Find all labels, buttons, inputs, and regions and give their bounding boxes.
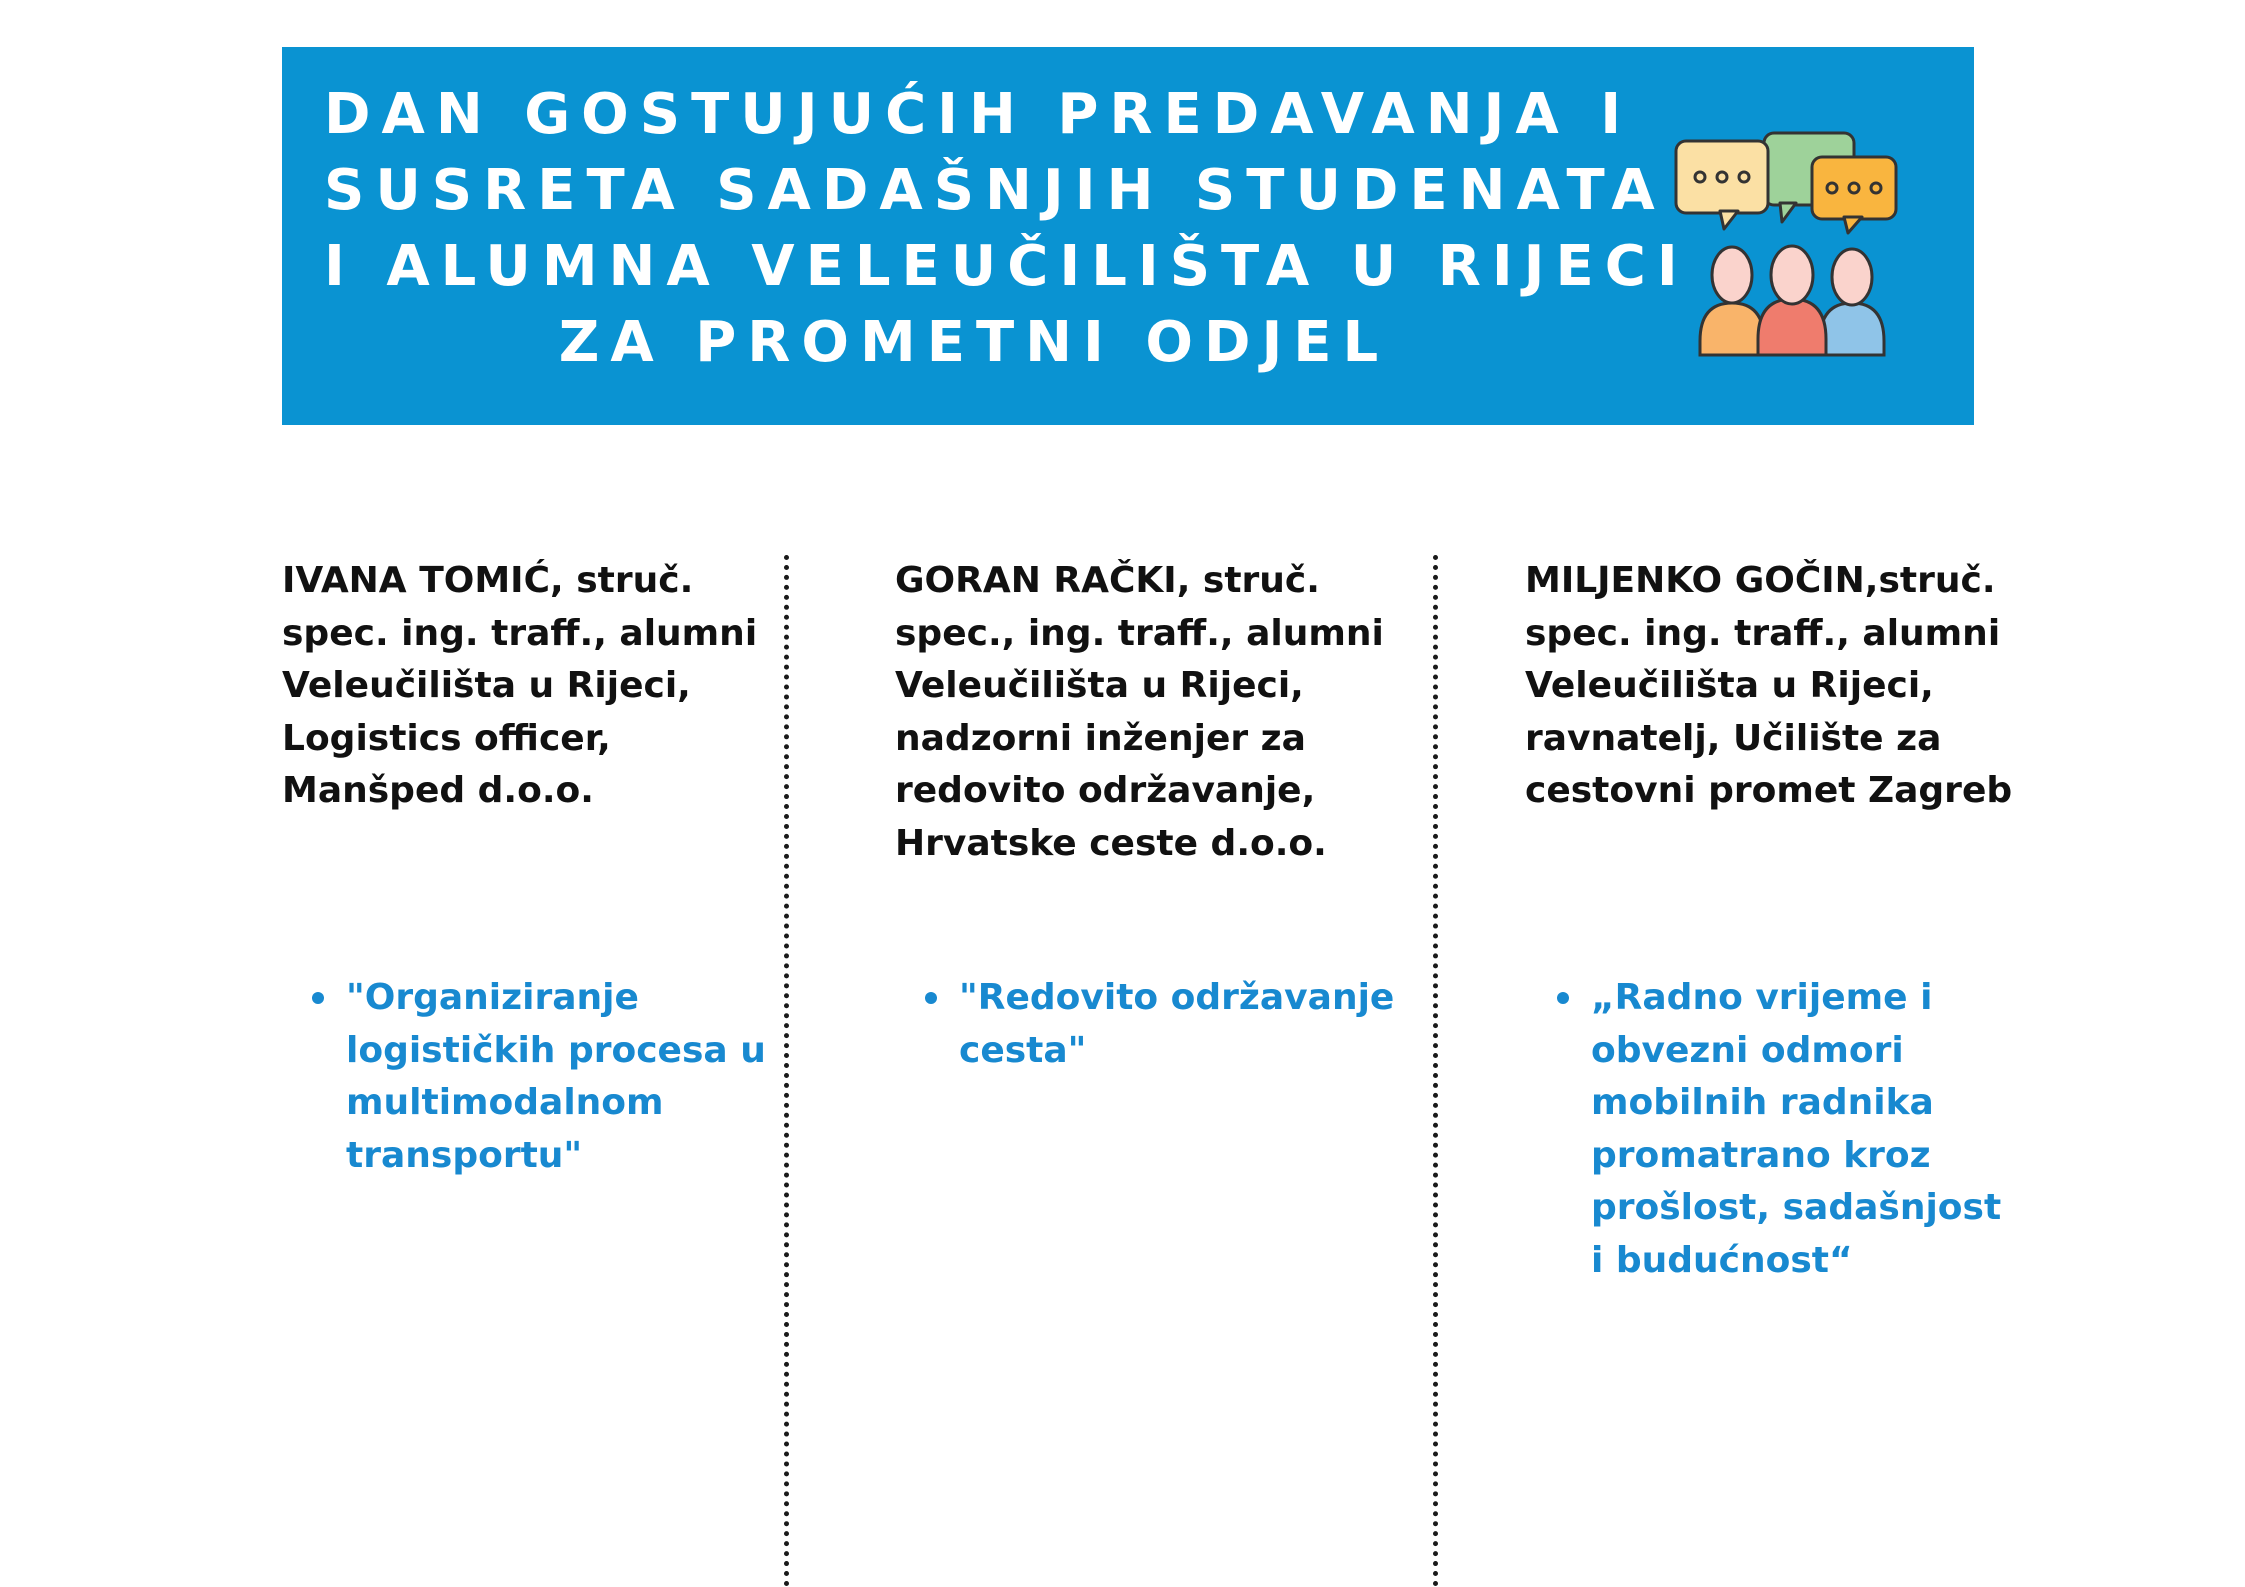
speaker-column-3 [1525,555,2013,1281]
speaker-info [282,555,757,818]
topic-line: „Radno vrijeme i [1591,977,1933,1018]
person-orange-icon [1700,247,1764,355]
speaker-line: redovito održavanje, [895,770,1316,811]
chat-bubble-orange-icon [1812,157,1896,233]
topic-line: "Redovito održavanje [959,977,1395,1018]
lecture-topic [1591,972,2001,1287]
speaker-line: spec. ing. traff., alumni [282,612,758,654]
chat-bubble-yellow-icon [1676,141,1768,229]
topic-line: mobilnih radnika [1591,1082,1934,1123]
title-line: I ALUMNA VELEUČILIŠTA U RIJECI [324,234,1689,299]
speaker-line: spec., ing. traff., alumni [895,612,1384,654]
title-line: DAN GOSTUJUĆIH PREDAVANJA I [324,82,1633,147]
lecture-topic [346,972,766,1182]
speaker-line: cestovni promet Zagreb [1525,770,2013,811]
lecture-topic [959,972,1394,1077]
page-title [324,77,1689,381]
topic-line: logističkih procesa u [346,1029,766,1071]
topic-line: prošlost, sadašnjost [1591,1187,2002,1228]
speaker-line: spec. ing. traff., alumni [1525,612,2001,654]
bullet-point [312,992,324,1004]
person-blue-icon [1820,249,1884,355]
topic-line: "Organiziranje [346,977,639,1018]
speaker-info [1525,555,2012,818]
title-line: ZA PROMETNI ODJEL [558,310,1390,375]
topic-line: cesta" [959,1029,1087,1071]
speaker-line: Veleučilišta u Rijeci, [1525,665,1934,706]
topic-line: multimodalnom [346,1082,664,1123]
speaker-line: ravnatelj, Učilište za [1525,717,1942,759]
people-chat-bubbles-icon [1672,127,1912,357]
bullet-point [1557,992,1569,1004]
speaker-line: MILJENKO GOČIN,struč. [1525,560,1996,601]
column-divider [1433,555,1438,1587]
speaker-column-2 [895,555,1395,1071]
speaker-line: Hrvatske ceste d.o.o. [895,822,1327,864]
topic-line: obvezni odmori [1591,1029,1904,1071]
column-divider [784,555,789,1587]
speaker-line: Veleučilišta u Rijeci, [895,665,1304,706]
header-banner [282,47,1974,425]
person-red-icon [1758,246,1826,355]
topic-line: transportu" [346,1134,583,1176]
speaker-line: IVANA TOMIĆ, struč. [282,560,694,601]
speaker-line: Manšped d.o.o. [282,770,594,811]
speaker-column-1 [282,555,766,1176]
topic-line: promatrano kroz [1591,1134,1931,1176]
speaker-line: nadzorni inženjer za [895,717,1306,759]
speaker-info [895,555,1384,870]
bullet-point [925,992,937,1004]
topic-line: i budućnost“ [1591,1239,1853,1281]
speaker-line: Logistics officer, [282,717,611,759]
title-line: SUSRETA SADAŠNJIH STUDENATA [324,158,1666,223]
speaker-line: Veleučilišta u Rijeci, [282,665,691,706]
speaker-line: GORAN RAČKI, struč. [895,560,1320,601]
